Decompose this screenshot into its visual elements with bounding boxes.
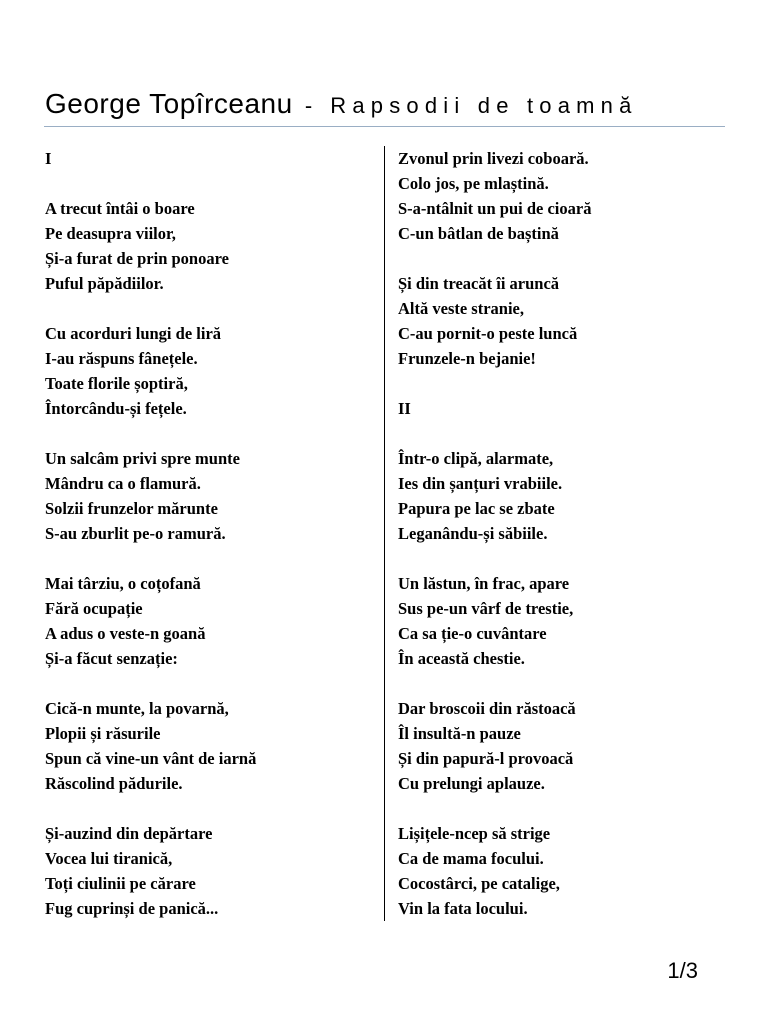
verse-line: Solzii frunzelor mărunte: [45, 499, 218, 518]
verse-line: Ies din șanțuri vrabiile.: [398, 474, 563, 493]
poem-title: Rapsodii de toamnă: [330, 93, 638, 118]
left-column: [45, 146, 375, 946]
column-divider: [384, 146, 385, 921]
verse-line: Și-a făcut senzație:: [45, 649, 178, 668]
verse-line: Vin la fata locului.: [398, 899, 528, 918]
stanza: [45, 196, 375, 296]
verse-line: Altă veste stranie,: [398, 299, 525, 318]
verse-line: I: [45, 149, 52, 168]
stanza: [45, 821, 375, 921]
verse-line: Răscolind pădurile.: [45, 774, 183, 793]
verse-line: Zvonul prin livezi coboară.: [398, 149, 589, 168]
verse-line: C-au pornit-o peste luncă: [398, 324, 578, 343]
verse-line: Ca de mama focului.: [398, 849, 544, 868]
stanza: [398, 821, 728, 921]
verse-line: Întorcându-și fețele.: [45, 399, 187, 418]
verse-line: S-au zburlit pe-o ramură.: [45, 524, 226, 543]
title-separator: -: [292, 93, 331, 118]
page-number: 1/3: [667, 958, 698, 983]
verse-line: Sus pe-un vârf de trestie,: [398, 599, 574, 618]
verse-line: Și-a furat de prin ponoare: [45, 249, 229, 268]
stanza: [45, 446, 375, 546]
verse-line: Toate florile șoptiră,: [45, 374, 188, 393]
verse-line: Toți ciulinii pe cărare: [45, 874, 196, 893]
stanza: [398, 271, 728, 371]
verse-line: Plopii și răsurile: [45, 724, 161, 743]
verse-line: Frunzele-n bejanie!: [398, 349, 536, 368]
verse-line: Și din papură-l provoacă: [398, 749, 574, 768]
page-header: [45, 86, 725, 124]
header-rule: [44, 126, 725, 127]
stanza: [398, 571, 728, 671]
right-column: [398, 146, 728, 946]
verse-line: În această chestie.: [398, 649, 525, 668]
verse-line: Îl insultă-n pauze: [398, 724, 521, 743]
stanza: [45, 696, 375, 796]
stanza: [45, 321, 375, 421]
verse-line: Cu prelungi aplauze.: [398, 774, 545, 793]
verse-line: Dar broscoii din răstoacă: [398, 699, 576, 718]
verse-line: Leganându-și săbiile.: [398, 524, 548, 543]
verse-line: II: [398, 399, 411, 418]
verse-line: C-un bâtlan de baștină: [398, 224, 559, 243]
stanza: [398, 396, 728, 421]
verse-line: Spun că vine-un vânt de iarnă: [45, 749, 257, 768]
stanza: [45, 571, 375, 671]
stanza: [398, 446, 728, 546]
verse-line: Puful păpădiilor.: [45, 274, 164, 293]
stanza: [45, 146, 375, 171]
verse-line: Papura pe lac se zbate: [398, 499, 555, 518]
verse-line: S-a-ntâlnit un pui de cioară: [398, 199, 592, 218]
stanza: [398, 696, 728, 796]
verse-line: Un salcâm privi spre munte: [45, 449, 240, 468]
stanza: [398, 146, 728, 246]
verse-line: I-au răspuns fânețele.: [45, 349, 198, 368]
poem-author: George Topîrceanu: [45, 88, 293, 119]
verse-line: Colo jos, pe mlaștină.: [398, 174, 549, 193]
verse-line: Cocostârci, pe catalige,: [398, 874, 560, 893]
verse-line: Și din treacăt îi aruncă: [398, 274, 560, 293]
verse-line: Cică-n munte, la povarnă,: [45, 699, 229, 718]
verse-line: Ca sa ție-o cuvântare: [398, 624, 547, 643]
verse-line: Fără ocupație: [45, 599, 143, 618]
verse-line: A trecut întâi o boare: [45, 199, 195, 218]
verse-line: Lișițele-ncep să strige: [398, 824, 551, 843]
verse-line: A adus o veste-n goană: [45, 624, 206, 643]
verse-line: Într-o clipă, alarmate,: [398, 449, 554, 468]
verse-line: Cu acorduri lungi de liră: [45, 324, 222, 343]
verse-line: Și-auzind din depărtare: [45, 824, 213, 843]
verse-line: Un lăstun, în frac, apare: [398, 574, 570, 593]
verse-line: Vocea lui tiranică,: [45, 849, 173, 868]
verse-line: Pe deasupra viilor,: [45, 224, 176, 243]
verse-line: Mai târziu, o coțofană: [45, 574, 201, 593]
verse-line: Fug cuprinși de panică...: [45, 899, 219, 918]
verse-line: Mândru ca o flamură.: [45, 474, 201, 493]
